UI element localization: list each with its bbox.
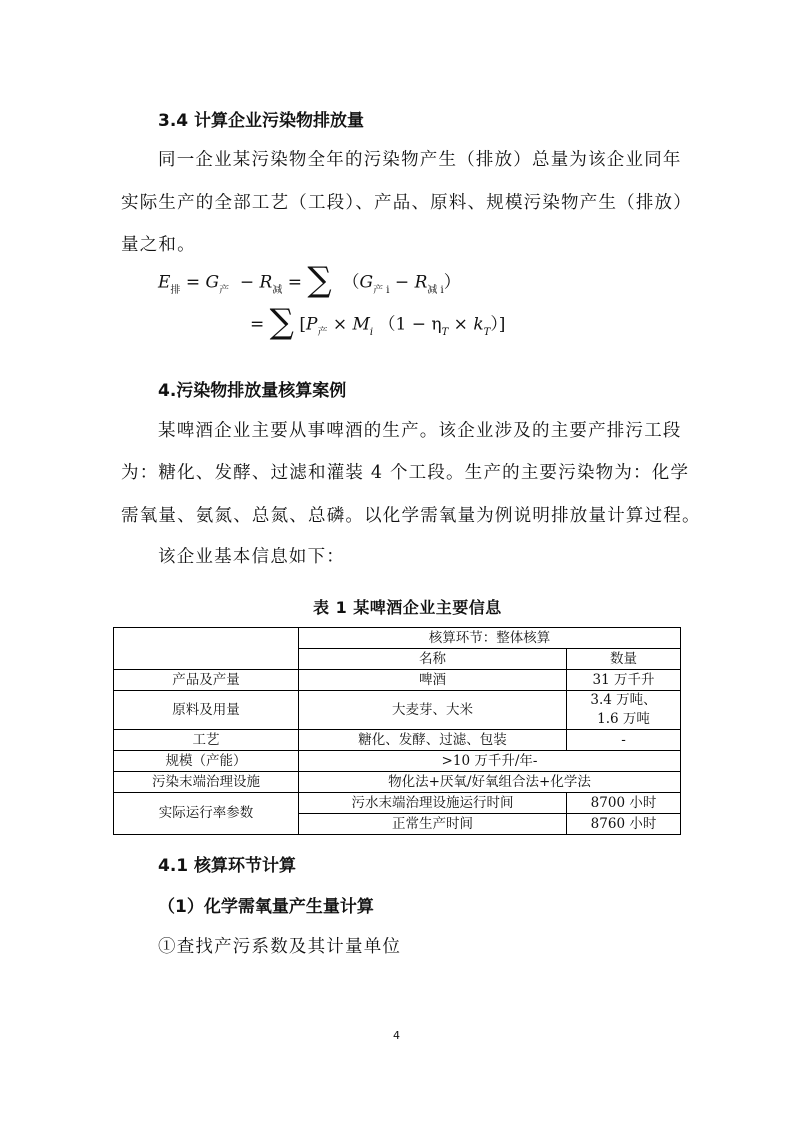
table-row [114, 751, 681, 772]
cell-operation-qty-1: 8700 小时 [567, 793, 681, 814]
table-caption: 表 1 某啤酒企业主要信息 [313, 598, 502, 617]
sigma-symbol: ∑ [307, 260, 332, 300]
section-3-4-para-line-1: 同一企业某污染物全年的污染物产生（排放）总量为该企业同年 [158, 150, 682, 170]
table-row [114, 670, 681, 691]
section-3-4-title: 3.4 计算企业污染物排放量 [158, 111, 365, 131]
cell-operation-name-2: 正常生产时间 [299, 814, 567, 835]
cell-material-qty [567, 691, 681, 730]
cell-product-name: 啤酒 [299, 670, 567, 691]
section-4-1-title: 4.1 核算环节计算 [158, 856, 297, 876]
table-corner-cell [114, 628, 299, 670]
section-3-4-para-line-3: 量之和。 [121, 235, 196, 255]
row-label-operation: 实际运行率参数 [114, 793, 299, 835]
section-4-para-line-1: 某啤酒企业主要从事啤酒的生产。该企业涉及的主要产排污工段 [158, 421, 682, 441]
row-label-process: 工艺 [114, 730, 299, 751]
row-label-material: 原料及用量 [114, 691, 299, 730]
table-row [114, 793, 681, 814]
table-row [114, 772, 681, 793]
section-4-para-line-3: 需氧量、氨氮、总氮、总磷。以化学需氧量为例说明排放量计算过程。 [121, 506, 701, 526]
page-number: 4 [393, 1029, 400, 1042]
section-4-1-subtitle: （1）化学需氧量产生量计算 [158, 897, 374, 917]
header-span-cell: 核算环节：整体核算 [299, 628, 681, 649]
cell-process-qty: - [567, 730, 681, 751]
column-header-qty: 数量 [567, 649, 681, 670]
cell-operation-qty-2: 8760 小时 [567, 814, 681, 835]
table-row [114, 730, 681, 751]
column-header-name: 名称 [299, 649, 567, 670]
sigma-symbol: ∑ [269, 302, 294, 342]
section-4-intro: 该企业基本信息如下： [158, 547, 345, 567]
cell-material-qty-line-1: 3.4 万吨、 [590, 692, 657, 708]
cell-operation-name-1: 污水末端治理设施运行时间 [299, 793, 567, 814]
cell-treatment-value: 物化法+厌氧/好氧组合法+化学法 [299, 772, 681, 793]
row-label-scale: 规模（产能） [114, 751, 299, 772]
row-label-treatment: 污染末端治理设施 [114, 772, 299, 793]
section-3-4-para-line-2: 实际生产的全部工艺（工段）、产品、原料、规模污染物产生（排放） [121, 193, 692, 213]
cell-product-qty: 31 万千升 [567, 670, 681, 691]
info-table [113, 627, 681, 835]
cell-process-name: 糖化、发酵、过滤、包装 [299, 730, 567, 751]
table-row [114, 628, 681, 649]
formula-line-1: $E_排 = G_产 - R_减$ = ∑ $(G_{产 i} - R_{减 i})$ [158, 260, 461, 300]
cell-material-name: 大麦芽、大米 [299, 691, 567, 730]
cell-scale-value: >10 万千升/年- [299, 751, 681, 772]
row-label-product: 产品及产量 [114, 670, 299, 691]
formula-line-2: = ∑ [$P_产 \times M_i$ $(1 - \eta_T \times k_T)$] [250, 302, 506, 342]
section-4-1-step: ①查找产污系数及其计量单位 [158, 937, 402, 957]
cell-material-qty-line-2: 1.6 万吨 [597, 711, 650, 727]
section-4-para-line-2: 为：糖化、发酵、过滤和灌装 4 个工段。生产的主要污染物为：化学 [121, 463, 690, 483]
section-4-title: 4.污染物排放量核算案例 [158, 381, 347, 401]
table-row [114, 691, 681, 730]
